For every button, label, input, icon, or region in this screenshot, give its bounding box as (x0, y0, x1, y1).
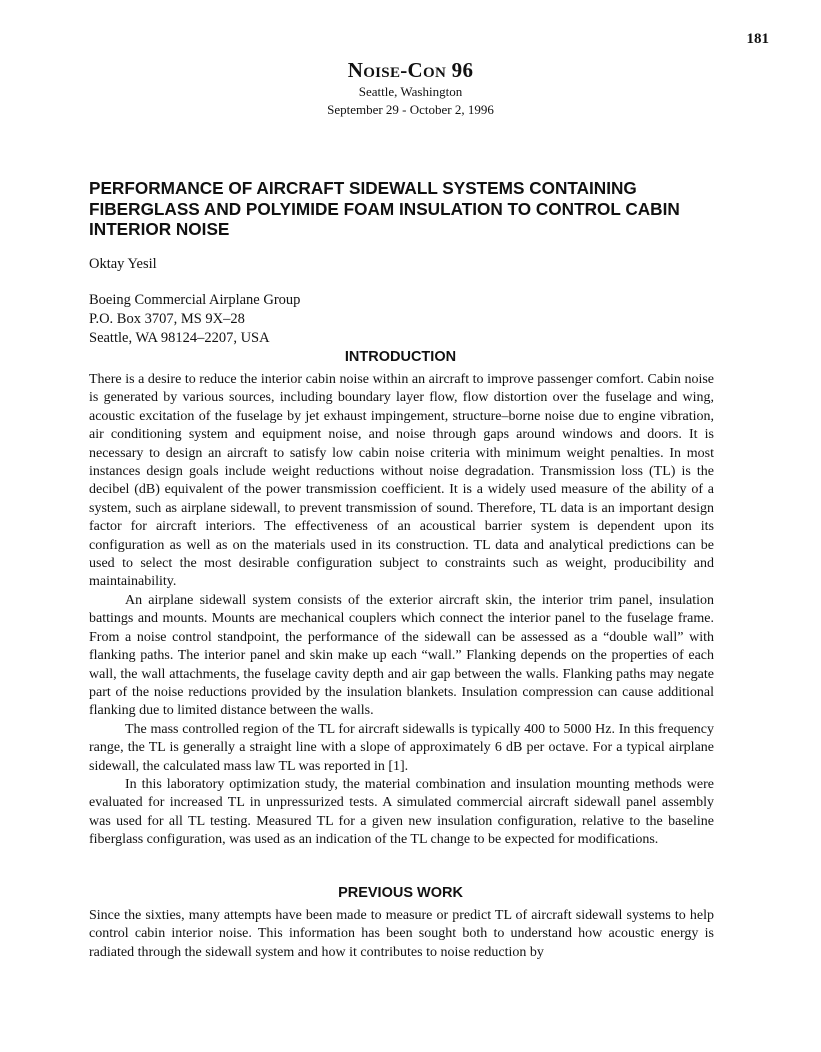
affiliation-line-3: Seattle, WA 98124–2207, USA (89, 330, 270, 346)
paragraph: An airplane sidewall system consists of the exterior aircraft skin, the interior trim panel, insulation battings and mounts. Mounts are mechanical couplers which connect the interior panel to the fuselage frame. From a noise control standpoint, the performance of the sidewall can be assessed as a “double wall” with flanking paths. The interior panel and skin make up each “wall.” Flanking depends on the properties of each wall, the wall attachments, the fuselage cavity depth and air gap between the walls. Flanking paths may negate part of the noise reductions provided by the insulation blankets. Insulation compression can cause additional flanking due to limited distance between the walls. (89, 592, 714, 719)
paragraph: There is a desire to reduce the interior cabin noise within an aircraft to improve passenger comfort. Cabin noise is generated by various sources, including boundary layer flow, flow distortion over the fuselage and wing, acoustic excitation of the fuselage by jet exhaust impingement, structure–borne noise due to engine vibration, air conditioning system and equipment noise, and noise through gaps around windows and doors. It is necessary to design an aircraft to satisfy low cabin noise criteria with minimum weight penalties. In most instances design goals include weight reductions without noise degradation. Transmission loss (TL) is the decibel (dB) equivalent of the power transmission coefficient. It is a widely used measure of the ability of a system, such as airplane sidewall, to prevent transmission of sound. Therefore, TL data is an important design factor for aircraft interiors. The effectiveness of an acoustical barrier system is dependent upon its configuration as well as on the materials used in its construction. TL data and analytical predictions can be used to select the most desirable configuration subject to constraints such as weight, producibility and maintainability. (89, 372, 714, 590)
affiliation-line-2: P.O. Box 3707, MS 9X–28 (89, 311, 245, 327)
paper-title: PERFORMANCE OF AIRCRAFT SIDEWALL SYSTEMS CONTAINING FIBERGLASS AND POLYIMIDE FOAM INSULATION TO CONTROL CABIN INTERIOR NOISE (89, 178, 680, 239)
introduction-body (89, 371, 714, 850)
conference-location: Seattle, Washington (358, 84, 463, 99)
paragraph: Since the sixties, many attempts have been made to measure or predict TL of aircraft sidewall systems to help control cabin interior noise. This information has been sought both to understand how acoustic energy is radiated through the sidewall system and how it contributes to noise reduction by (89, 908, 714, 960)
page-number: 181 (746, 31, 769, 47)
conference-name: Noise-Con 96 (347, 58, 474, 82)
paragraph: In this laboratory optimization study, the material combination and insulation mounting methods were evaluated for increased TL in unpressurized tests. A simulated commercial aircraft sidewall panel assembly was used for all TL testing. Measured TL for a given new insulation configuration, relative to the baseline fiberglass configuration, was used as an indication of the TL change to be expected for modifications. (89, 776, 714, 848)
affiliation-line-1: Boeing Commercial Airplane Group (89, 292, 301, 308)
paragraph: The mass controlled region of the TL for aircraft sidewalls is typically 400 to 5000 Hz. In this frequency range, the TL is generally a straight line with a slope of approximately 6 dB per octave. For a typical airplane sidewall, the calculated mass law TL was reported in [1]. (89, 721, 714, 774)
previous-work-heading: PREVIOUS WORK (338, 885, 463, 901)
author-name: Oktay Yesil (89, 256, 157, 272)
affiliation (89, 291, 300, 348)
previous-work-body (89, 907, 714, 962)
introduction-heading: INTRODUCTION (344, 349, 457, 365)
conference-header (0, 58, 821, 119)
conference-dates: September 29 - October 2, 1996 (327, 102, 494, 117)
